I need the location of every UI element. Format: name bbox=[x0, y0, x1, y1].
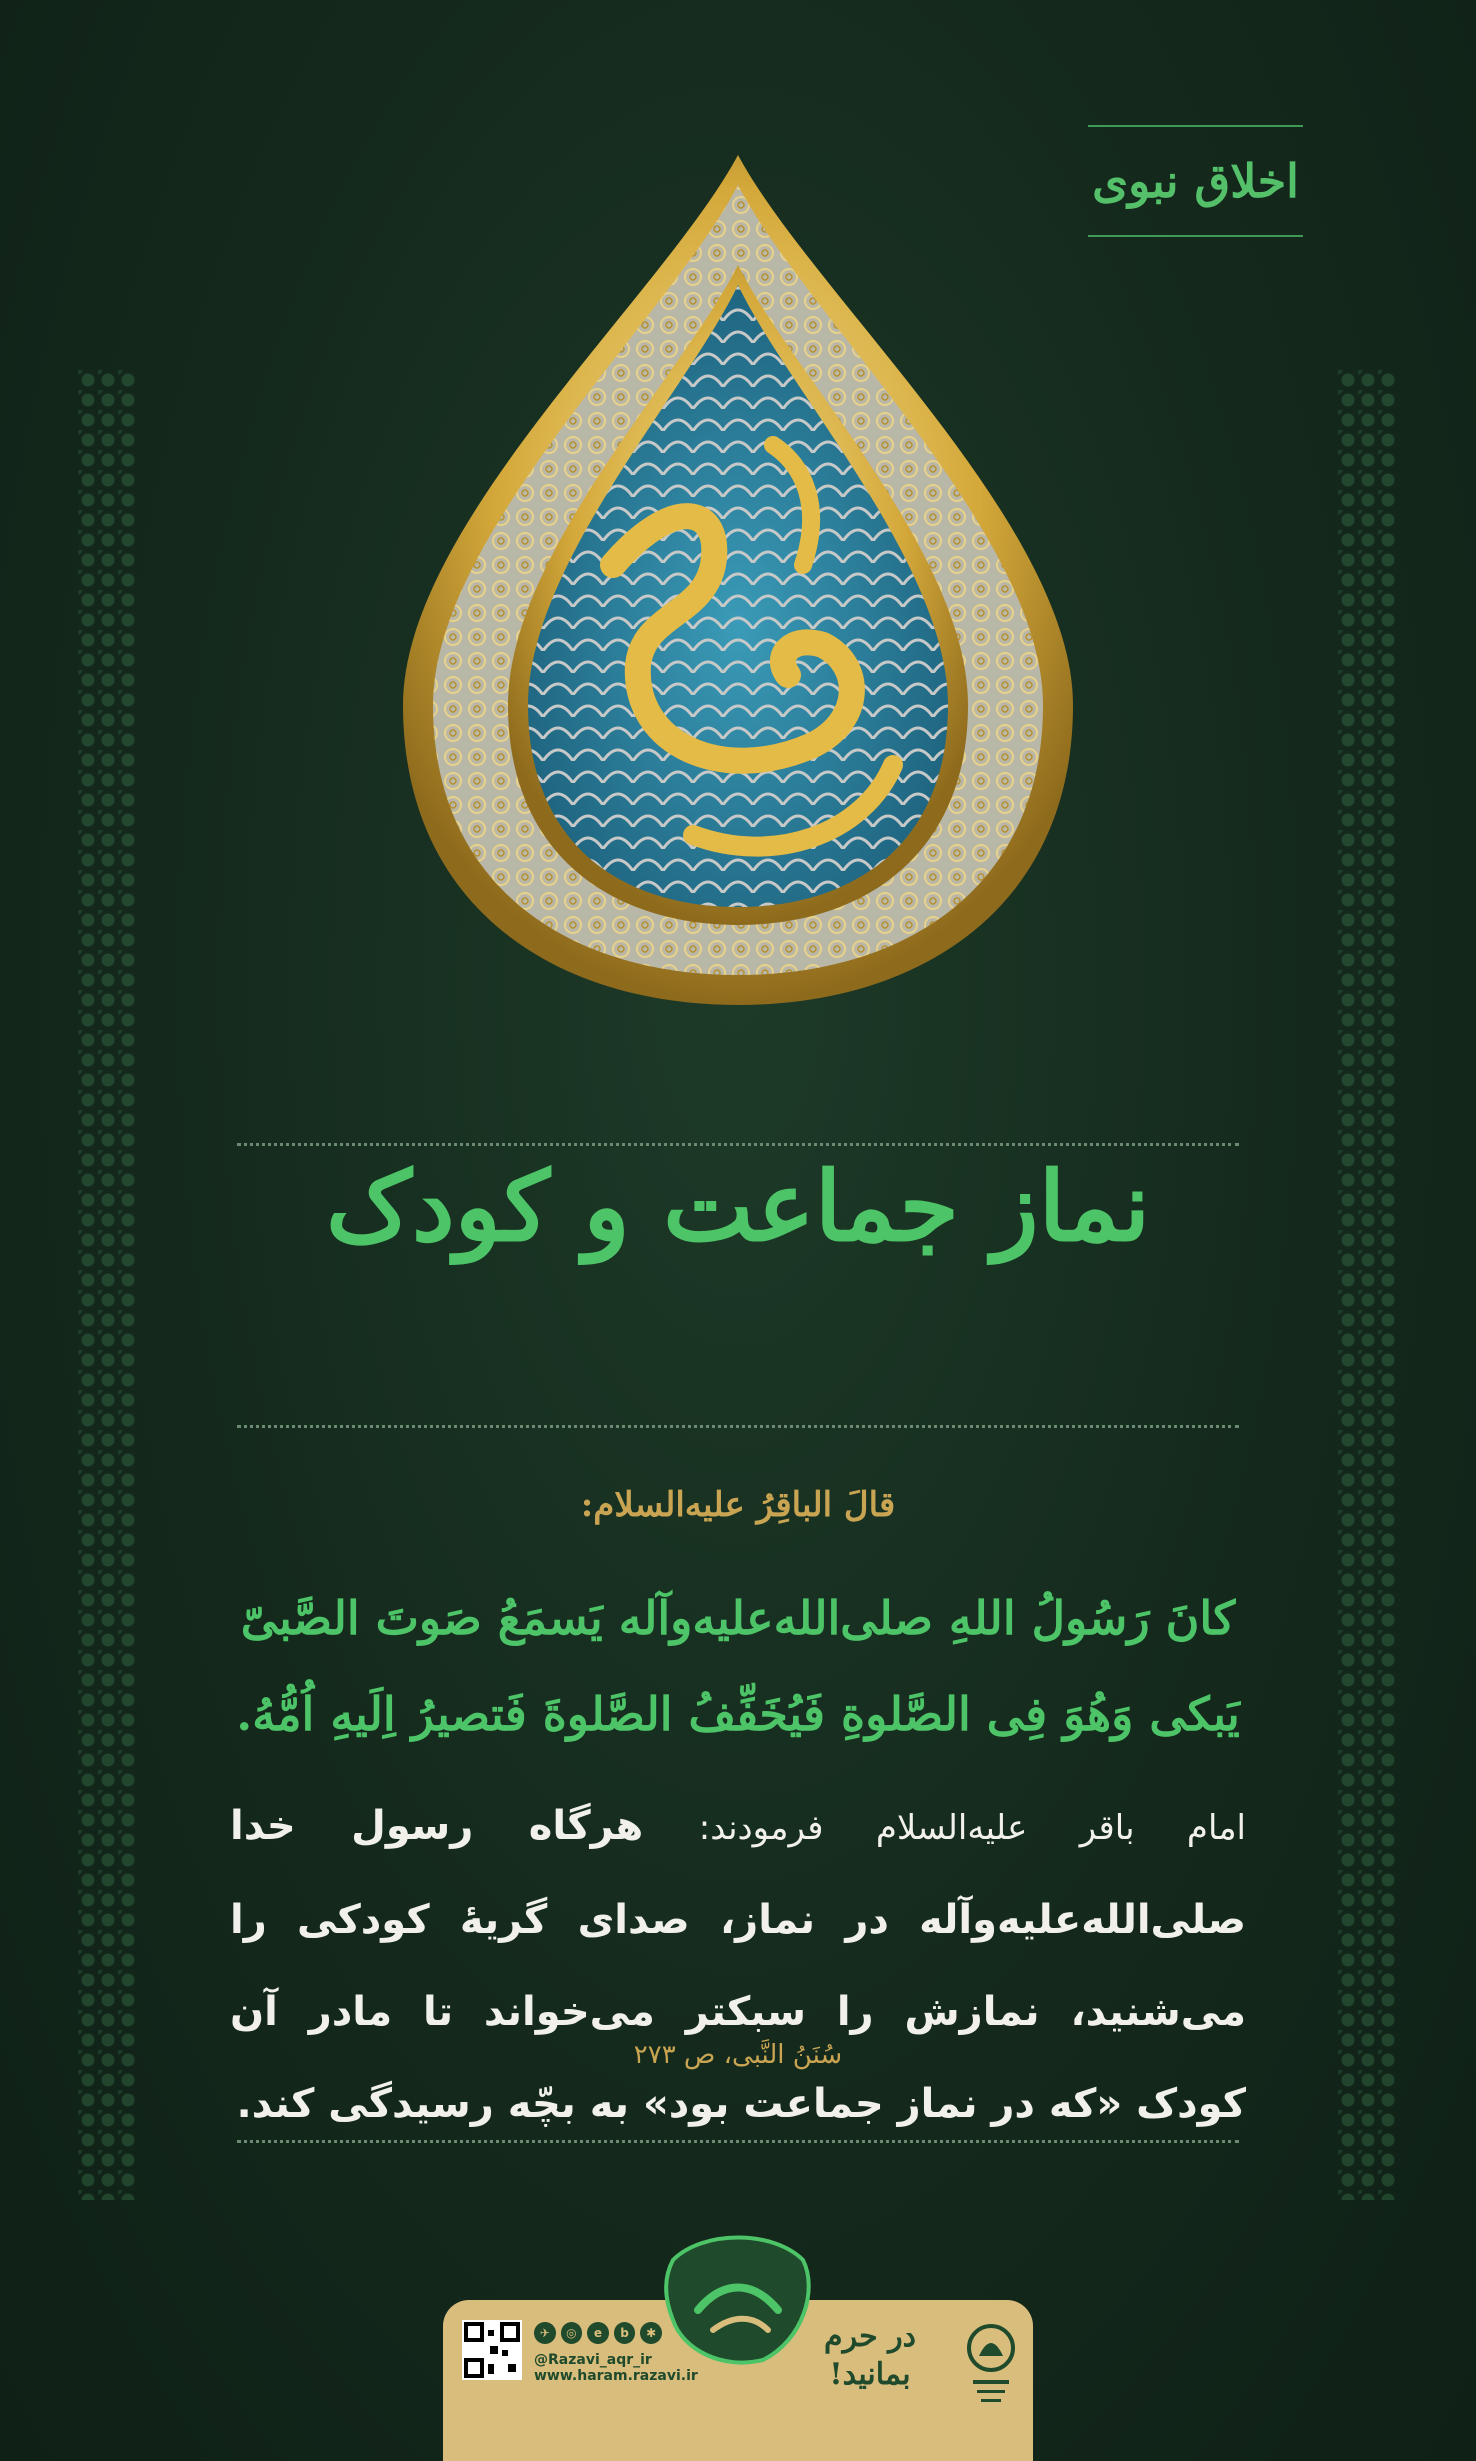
translation-text: هرگاه رسول خدا صلی‌الله‌علیه‌وآله در نماز، صدای گریهٔ کودکی را می‌شنید، نمازش را سبکتر می‌خواند تا مادر آن کودک «که در نماز جماعت بود» به بچّه رسیدگی کند. bbox=[230, 1803, 1246, 2127]
divider-bottom bbox=[237, 2140, 1239, 2143]
series-badge bbox=[1088, 125, 1303, 237]
instagram-icon[interactable]: ◎ bbox=[561, 2322, 583, 2344]
cta-line-1: در حرم bbox=[824, 2319, 916, 2354]
cta-line-2: بمانید! bbox=[829, 2357, 911, 2392]
hadith-source: سُنَنُ النَّبی، ص ۲۷۳ bbox=[633, 2040, 843, 2070]
qr-code-icon bbox=[462, 2320, 522, 2380]
website-link[interactable]: www.haram.razavi.ir bbox=[534, 2368, 698, 2384]
social-handle[interactable]: @Razavi_aqr_ir bbox=[534, 2352, 652, 2368]
series-badge-label: اخلاق نبوی bbox=[1092, 154, 1299, 208]
muhammad-calligraphy-medallion bbox=[393, 145, 1083, 1015]
divider-top bbox=[237, 1143, 1239, 1146]
hadith-arabic-text: کانَ رَسُولُ اللهِ صلی‌الله‌علیه‌وآله یَسمَعُ صَوتَ الصَّبیّ یَبکی وَهُوَ فِی الصَّلوةِ فَیُخَفِّفُ الصَّلوةَ فَتصیرُ اِلَیهِ اُمُّهُ. bbox=[236, 1591, 1240, 1741]
translation-intro: امام باقر علیه‌السلام فرمودند: bbox=[698, 1808, 1246, 1848]
telegram-icon[interactable]: ✈ bbox=[534, 2322, 556, 2344]
eitaa-icon[interactable]: e bbox=[587, 2322, 609, 2344]
aparat-icon[interactable]: ✱ bbox=[640, 2322, 662, 2344]
campaign-logo bbox=[653, 2220, 823, 2370]
hadith-speaker: قالَ الباقِرُ عليه‌السلام: bbox=[580, 1485, 896, 1525]
decorative-border-left bbox=[78, 370, 138, 2200]
footer-social-links bbox=[534, 2322, 698, 2384]
divider-middle bbox=[237, 1425, 1239, 1428]
footer-call-to-action bbox=[815, 2318, 925, 2394]
hadith-translation bbox=[230, 1780, 1246, 2150]
page-title: نماز جماعت و کودک bbox=[325, 1150, 1151, 1263]
bale-icon[interactable]: b bbox=[614, 2322, 636, 2344]
decorative-border-right bbox=[1338, 370, 1398, 2200]
shrine-emblem-icon bbox=[965, 2322, 1017, 2410]
